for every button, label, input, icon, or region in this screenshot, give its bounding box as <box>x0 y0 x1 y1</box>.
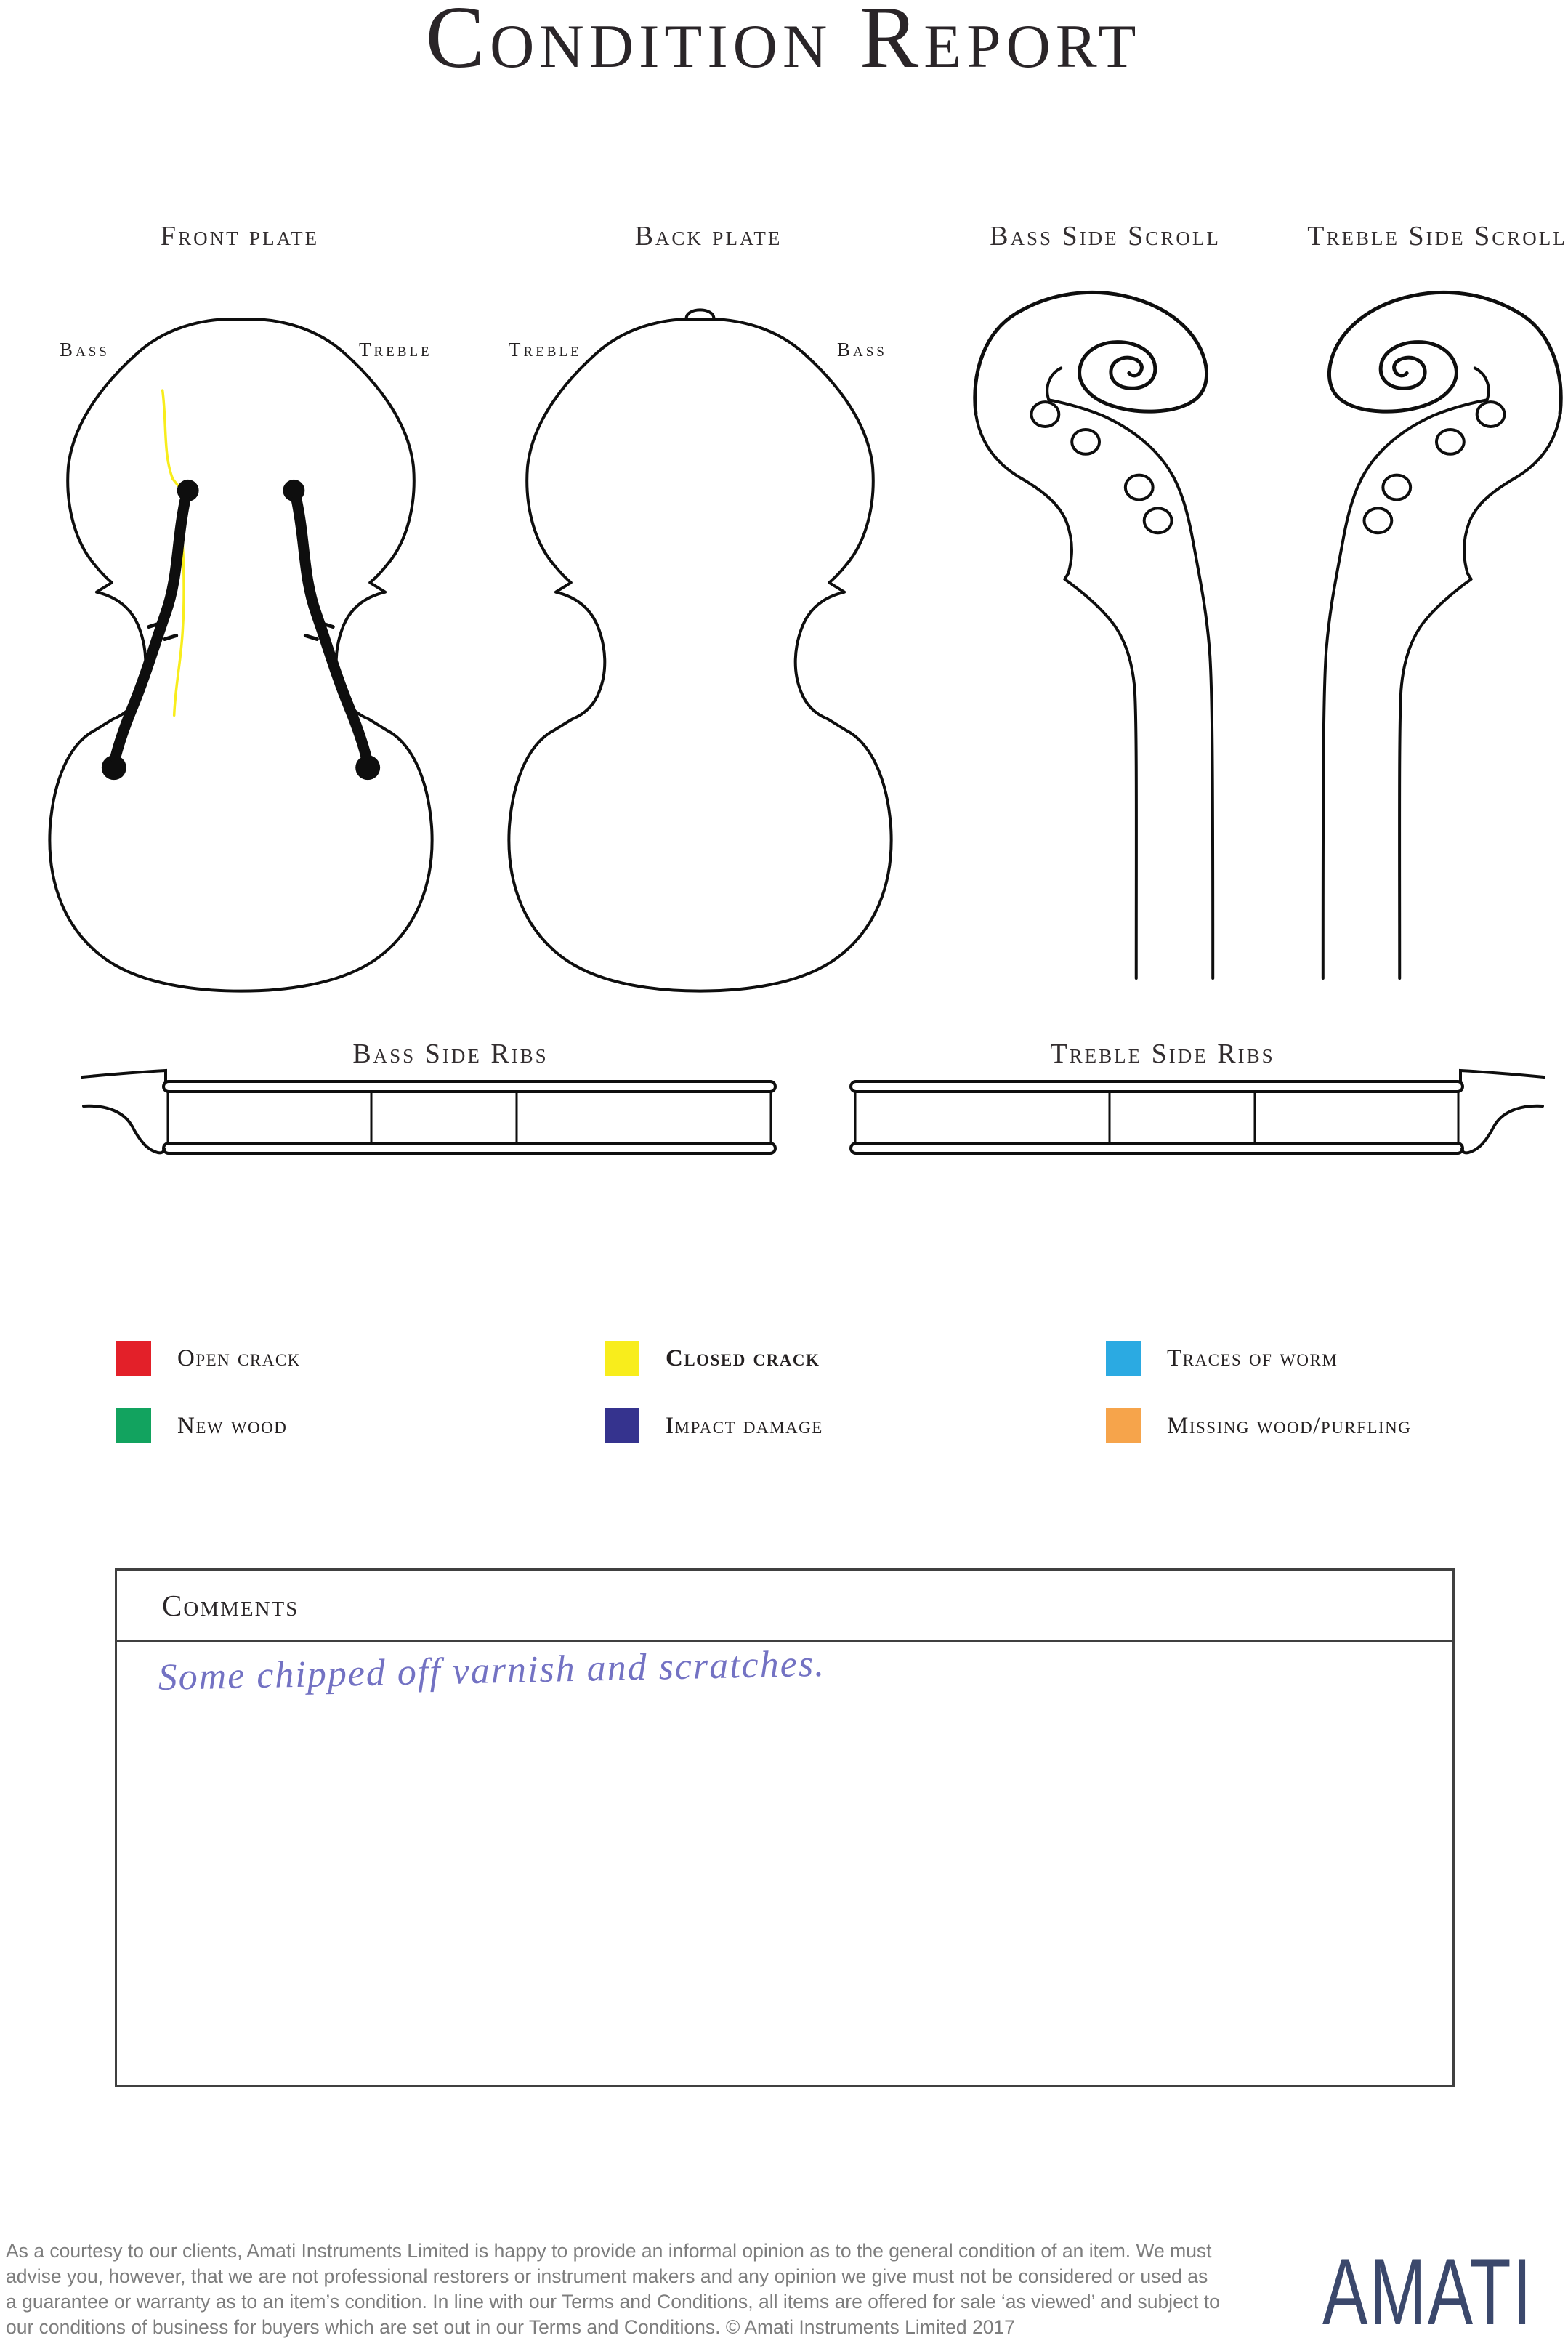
disclaimer-line: advise you, however, that we are not professional restorers or instrument makers and any opinion we give must not be considered or used as <box>6 2265 1208 2287</box>
open-crack-swatch <box>116 1341 151 1376</box>
scroll-head-spiral <box>975 292 1207 414</box>
comments-header <box>117 1571 1452 1642</box>
front-plate-outline-left <box>49 319 241 991</box>
missing-wood-purfling-swatch <box>1106 1408 1141 1443</box>
top-linings-bar <box>851 1081 1463 1092</box>
bass-ribs-header: Bass Side Ribs <box>352 1039 549 1069</box>
disclaimer-line: As a courtesy to our clients, Amati Instruments Limited is happy to provide an informal opinion as to the general condition of an item. We must <box>6 2240 1212 2262</box>
front-plate-header: Front plate <box>160 221 320 251</box>
legend-label: Missing wood/purfling <box>1167 1412 1412 1439</box>
back-plate-bass-label: Bass <box>837 339 887 360</box>
handwritten-comment: Some chipped off varnish and scratches. <box>158 1642 826 1698</box>
front-plate-outline-right <box>241 319 432 991</box>
disclaimer-line: a guarantee or warranty as to an item’s condition. In line with our Terms and Conditions, all items are offered for sale ‘as viewed’ and subject to <box>6 2291 1220 2313</box>
comments-title: Comments <box>162 1589 299 1622</box>
back-plate-outline-left <box>509 319 700 991</box>
back-plate-treble-label: Treble <box>509 339 582 360</box>
closed-crack-swatch <box>605 1341 639 1376</box>
peg-holes <box>1032 402 1172 533</box>
front-plate-drawing <box>45 302 437 994</box>
comments-box <box>115 1568 1455 2087</box>
legend-item-new-wood <box>116 1408 287 1444</box>
rib-band <box>168 1092 771 1143</box>
treble-scroll-header: Treble Side Scroll <box>1307 221 1567 251</box>
bass-scroll-header: Bass Side Scroll <box>990 221 1221 251</box>
traces-of-worm-swatch <box>1106 1341 1141 1376</box>
treble-f-hole <box>283 480 380 780</box>
treble-ribs-header: Treble Side Ribs <box>1050 1039 1275 1069</box>
back-plate-outline-right <box>700 319 892 991</box>
top-linings-bar <box>163 1081 775 1092</box>
scroll-front-edge <box>1047 368 1213 978</box>
treble-scroll-drawing <box>1299 287 1568 981</box>
amati-logo: AMATI <box>1322 2238 1533 2345</box>
back-plate-header: Back plate <box>634 221 783 251</box>
disclaimer-line: our conditions of business for buyers which are set out in our Terms and Conditions. © Amati Instruments Limited 2017 <box>6 2316 1015 2338</box>
scroll-head-spiral <box>1329 292 1561 414</box>
legend-label: Open crack <box>177 1345 301 1371</box>
neck-heel-bottom <box>84 1106 164 1153</box>
rib-band <box>855 1092 1458 1143</box>
neck-heel-top <box>82 1071 166 1081</box>
legend-item-impact-damage <box>605 1408 823 1444</box>
new-wood-swatch <box>116 1408 151 1443</box>
scroll-front-edge <box>1323 368 1489 978</box>
bass-scroll-drawing <box>968 287 1237 981</box>
legend-label: New wood <box>177 1412 288 1439</box>
disclaimer-text <box>6 2238 1220 2340</box>
legend-item-closed-crack <box>605 1340 820 1376</box>
impact-damage-swatch <box>605 1408 639 1443</box>
bottom-linings-bar <box>163 1143 775 1153</box>
rib-joints <box>371 1092 517 1143</box>
peg-holes <box>1365 402 1505 533</box>
treble-ribs-drawing <box>849 1068 1546 1159</box>
bass-f-hole <box>102 480 199 780</box>
legend-item-traces-of-worm <box>1106 1340 1338 1376</box>
legend-item-missing-wood-purfling <box>1106 1408 1411 1444</box>
front-plate-bass-label: Bass <box>60 339 110 360</box>
scroll-back-edge <box>1399 414 1560 978</box>
rib-joints <box>1110 1092 1255 1143</box>
legend-item-open-crack <box>116 1340 301 1376</box>
bottom-linings-bar <box>851 1143 1463 1153</box>
legend-label: Traces of worm <box>1167 1345 1338 1371</box>
legend-label: Closed crack <box>666 1345 820 1371</box>
bass-ribs-drawing <box>80 1068 777 1159</box>
neck-heel-top <box>1460 1071 1544 1081</box>
page-title: Condition Report <box>425 0 1141 86</box>
back-plate-drawing <box>504 302 896 994</box>
neck-heel-bottom <box>1462 1106 1543 1153</box>
scroll-back-edge <box>976 414 1136 978</box>
back-plate-button <box>687 310 714 318</box>
front-plate-treble-label: Treble <box>359 339 432 360</box>
legend-label: Impact damage <box>666 1412 823 1439</box>
